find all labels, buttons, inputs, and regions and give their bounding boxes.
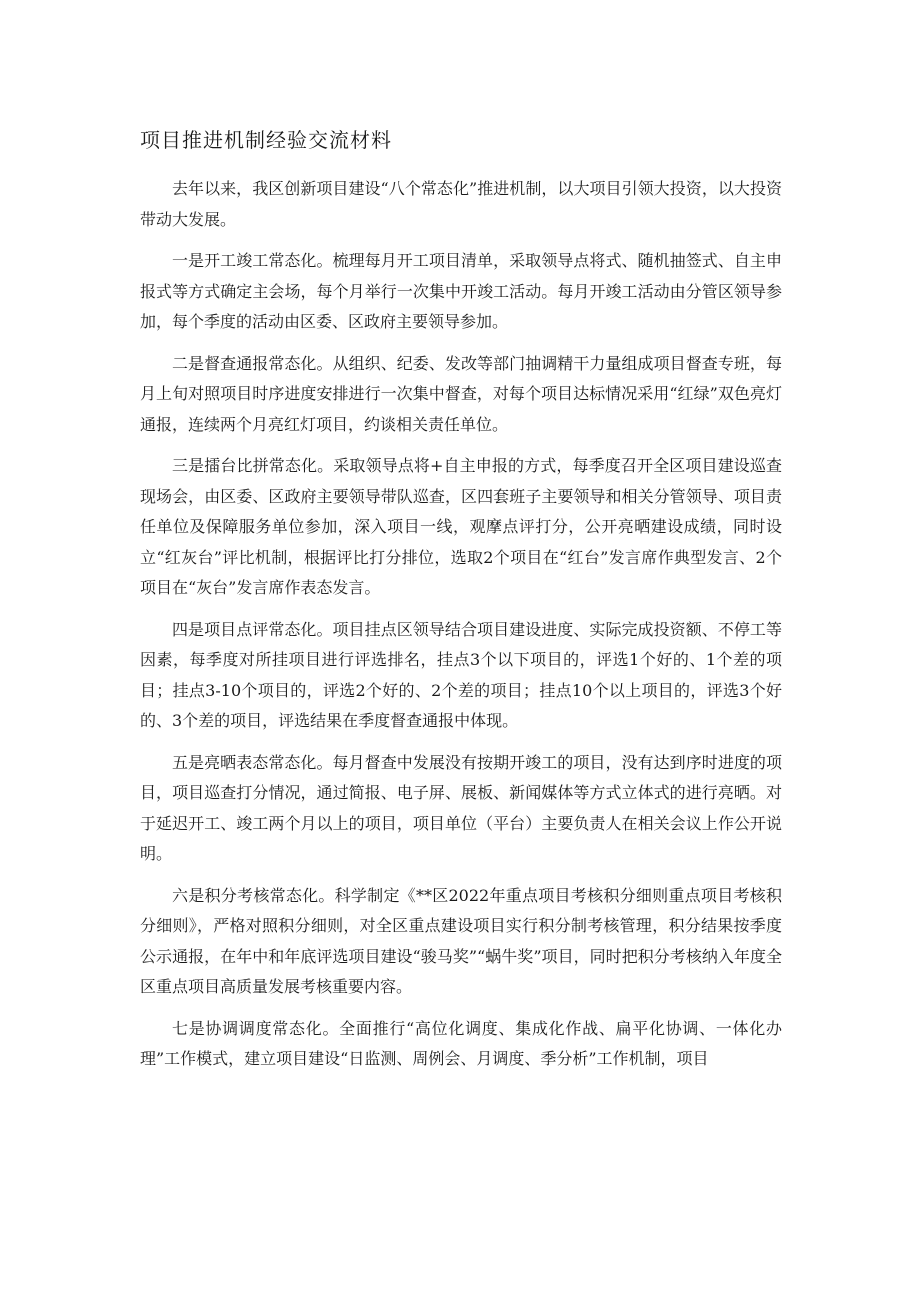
paragraph-3: 三是擂台比拼常态化。采取领导点将+自主申报的方式，每季度召开全区项目建设巡查现场会，由区委、区政府主要领导带队巡查，区四套班子主要领导和相关分管领导、项目责任单位及保障服务单位参加，深入项目一线，观摩点评打分，公开亮晒建设成绩，同时设立“红灰台”评比机制，根据评比打分排位，选取2个项目在“红台”发言席作典型发言、2个项目在“灰台”发言席作表态发言。 <box>140 456 782 597</box>
paragraph-6: 六是积分考核常态化。科学制定《**区2022年重点项目考核积分细则重点项目考核积分细则》，严格对照积分细则，对全区重点建设项目实行积分制考核管理，积分结果按季度公示通报，在年中和年底评选项目建设“骏马奖”“蜗牛奖”项目，同时把积分考核纳入年度全区重点项目高质量发展考核重要内容。 <box>140 885 782 996</box>
paragraph-intro: 去年以来，我区创新项目建设“八个常态化”推进机制，以大项目引领大投资，以大投资带动大发展。 <box>140 179 782 229</box>
paragraph-5: 五是亮晒表态常态化。每月督查中发展没有按期开竣工的项目，没有达到序时进度的项目，项目巡查打分情况，通过简报、电子屏、展板、新闻媒体等方式立体式的进行亮晒。对于延迟开工、竣工两个月以上的项目，项目单位（平台）主要负责人在相关会议上作公开说明。 <box>140 752 782 863</box>
paragraph-1: 一是开工竣工常态化。梳理每月开工项目清单，采取领导点将式、随机抽签式、自主申报式等方式确定主会场，每个月举行一次集中开竣工活动。每月开竣工活动由分管区领导参加，每个季度的活动由区委、区政府主要领导参加。 <box>140 251 782 331</box>
document-title: 项目推进机制经验交流材料 <box>140 128 392 152</box>
paragraph-2: 二是督查通报常态化。从组织、纪委、发改等部门抽调精干力量组成项目督查专班，每月上旬对照项目时序进度安排进行一次集中督查，对每个项目达标情况采用“红绿”双色亮灯通报，连续两个月亮红灯项目，约谈相关责任单位。 <box>140 353 782 434</box>
paragraph-7: 七是协调调度常态化。全面推行“高位化调度、集成化作战、扁平化协调、一体化办理”工作模式，建立项目建设“日监测、周例会、月调度、季分析”工作机制，项目 <box>140 1018 782 1068</box>
paragraph-4: 四是项目点评常态化。项目挂点区领导结合项目建设进度、实际完成投资额、不停工等因素，每季度对所挂项目进行评选排名，挂点3个以下项目的，评选1个好的、1个差的项目；挂点3-10个项目的，评选2个好的、2个差的项目；挂点10个以上项目的，评选3个好的、3个差的项目，评选结果在季度督查通报中体现。 <box>140 619 782 730</box>
document-body <box>140 124 782 1086</box>
